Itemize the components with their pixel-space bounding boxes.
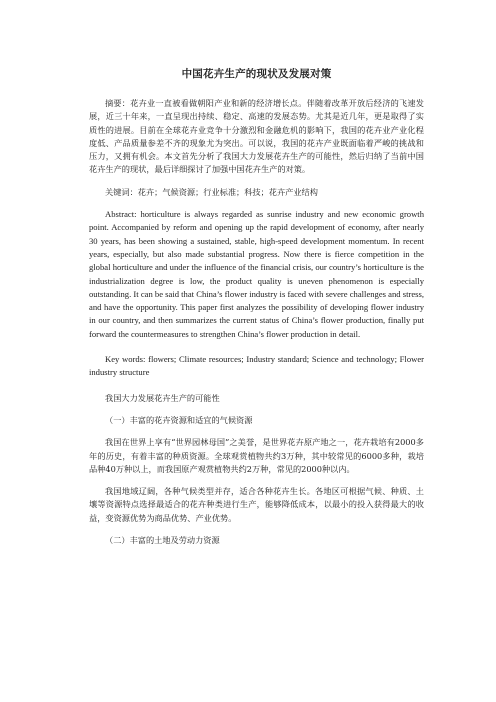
keywords-english: Key words: flowers; Climate resources; Industry standard; Science and technology; Flower industry structure [89, 354, 424, 378]
subsection-heading-2: （二）丰富的土地及劳动力资源 [105, 535, 220, 546]
body-paragraph-2: 我国地域辽阔，各种气候类型并存，适合各种花卉生长。各地区可根据气候、种质、土壤等资源特点选择最适合的花卉种类进行生产，能够降低成本，以最小的投入获得最大的收益，变资源优势为商品优势、产业优势。 [89, 486, 424, 523]
body-paragraph-1: 我国在世界上享有“世界园林母国”之美誉，是世界花卉原产地之一，花卉栽培有2000多年的历史，有着丰富的种质资源。全球观赏植物共约3万种，其中较常见的6000多种，栽培品种40万种以上，而我国原产观赏植物共约2万种，常见的2000种以内。 [89, 437, 424, 474]
abstract-chinese: 摘要：花卉业一直被看做朝阳产业和新的经济增长点。伴随着改革开放后经济的飞速发展，近三十年来，一直呈现出持续、稳定、高速的发展态势。尤其是近几年，更是取得了实质性的进展。目前在全球花卉业竞争十分激烈和金融危机的影响下，我国的花卉业产业化程度低、产品质量参差不齐的现象尤为突出。可以说，我国的花卉产业既面临着严峻的挑战和压力，又拥有机会。本文首先分析了我国大力发展花卉生产的可能性，然后归纳了当前中国花卉生产的现状，最后详细探讨了加强中国花卉生产的对策。 [89, 98, 424, 175]
keywords-chinese: 关键词：花卉；气候资源；行业标准；科技；花卉产业结构 [105, 186, 318, 197]
abstract-english: Abstract: horticulture is always regarded as sunrise industry and new economic growth point. Accompanied by reform and opening up the rapid development of economy, after nearly 30 years, has been showing a sustained, stable, high-speed development momentum. In recent years, especially, but also made substantial progress. Now there is fierce competition in the global horticulture and under the influence of the financial crisis, our country’s horticulture is the industrialization degree is low, the product quality is uneven phenomenon is especially outstanding. It can be said that China’s flower industry is faced with severe challenges and stress, and have the opportunity. This paper first analyzes the possibility of developing flower industry in our country, and then summarizes the current status of China’s flower production, finally put forward the countermeasures to strengthen China’s flower production in detail. [89, 209, 424, 339]
section-heading: 我国大力发展花卉生产的可能性 [105, 392, 220, 403]
subsection-heading-1: （一）丰富的花卉资源和适宜的气候资源 [105, 414, 253, 425]
paper-title: 中国花卉生产的现状及发展对策 [181, 68, 332, 80]
